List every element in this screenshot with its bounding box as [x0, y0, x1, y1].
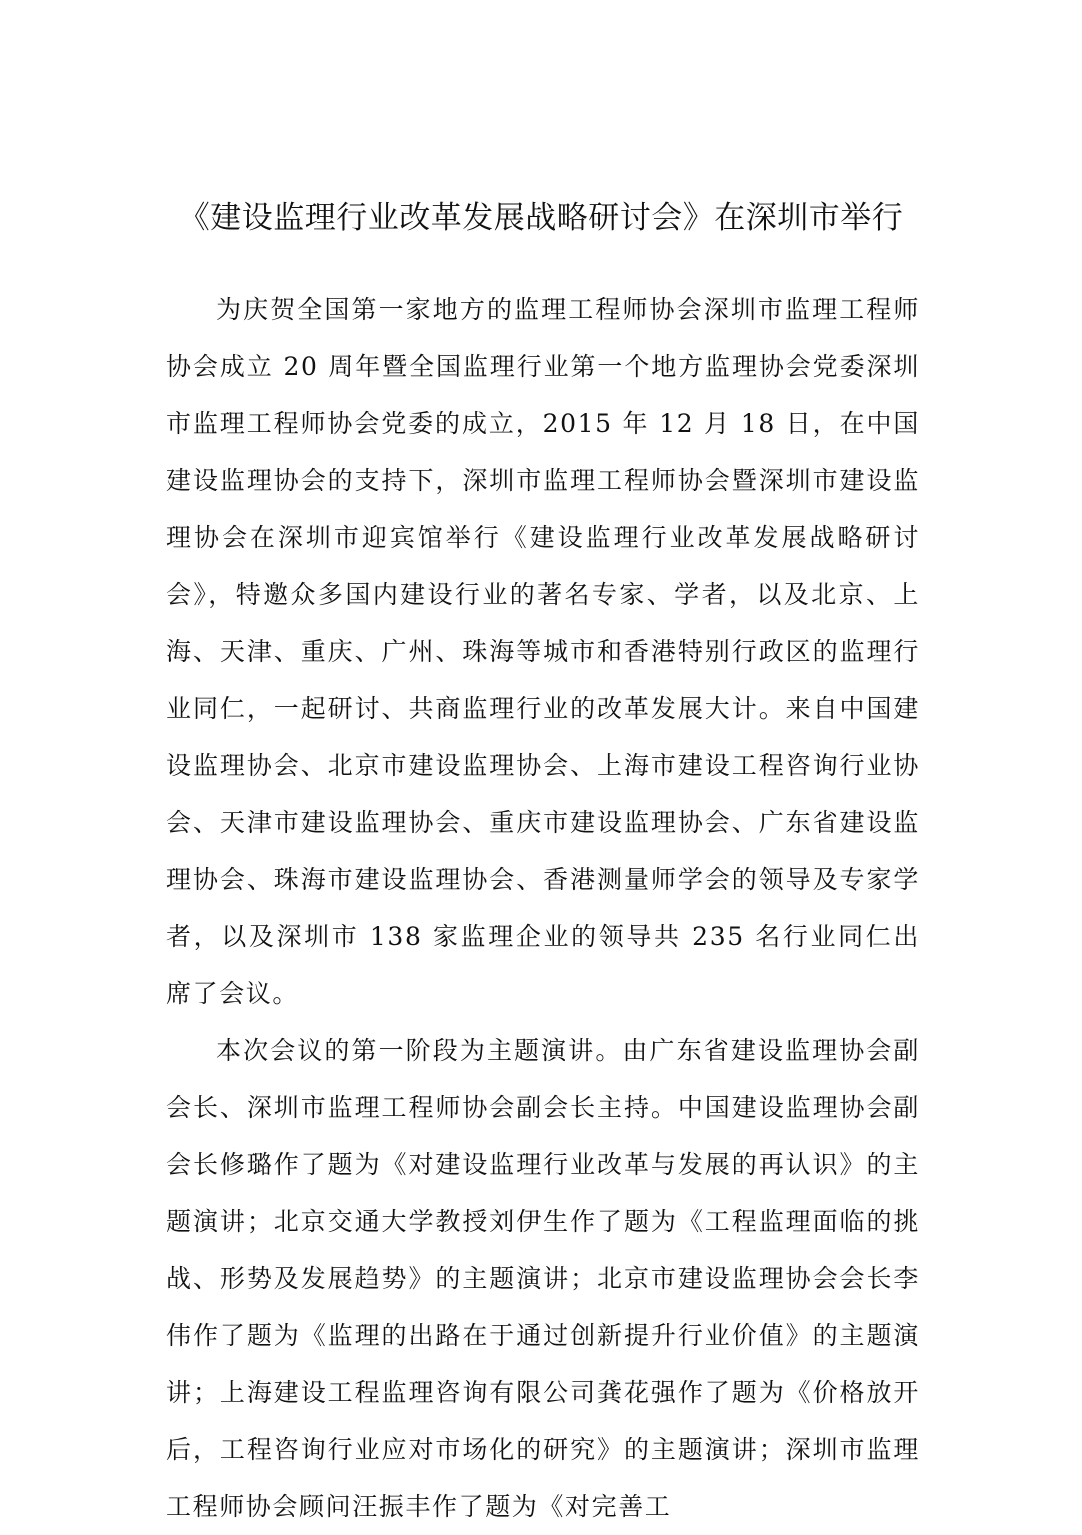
document-body: [166, 281, 920, 1535]
paragraph: 本次会议的第一阶段为主题演讲。由广东省建设监理协会副会长、深圳市监理工程师协会副会长主持。中国建设监理协会副会长修璐作了题为《对建设监理行业改革与发展的再认识》的主题演讲；北京交通大学教授刘伊生作了题为《工程监理面临的挑战、形势及发展趋势》的主题演讲；北京市建设监理协会会长李伟作了题为《监理的出路在于通过创新提升行业价值》的主题演讲；上海建设工程监理咨询有限公司龚花强作了题为《价格放开后，工程咨询行业应对市场化的研究》的主题演讲；深圳市监理工程师协会顾问汪振丰作了题为《对完善工: [166, 1036, 920, 1521]
paragraph: 为庆贺全国第一家地方的监理工程师协会深圳市监理工程师协会成立 20 周年暨全国监理行业第一个地方监理协会党委深圳市监理工程师协会党委的成立，2015 年 12 月 18 日，在中国建设监理协会的支持下，深圳市监理工程师协会暨深圳市建设监理协会在深圳市迎宾馆举行《建设监理行业改革发展战略研讨会》，特邀众多国内建设行业的著名专家、学者，以及北京、上海、天津、重庆、广州、珠海等城市和香港特别行政区的监理行业同仁，一起研讨、共商监理行业的改革发展大计。来自中国建设监理协会、北京市建设监理协会、上海市建设工程咨询行业协会、天津市建设监理协会、重庆市建设监理协会、广东省建设监理协会、珠海市建设监理协会、香港测量师学会的领导及专家学者，以及深圳市 138 家监理企业的领导共 235 名行业同仁出席了会议。: [166, 295, 920, 1008]
document-title: 《建设监理行业改革发展战略研讨会》在深圳市举行: [178, 200, 904, 236]
